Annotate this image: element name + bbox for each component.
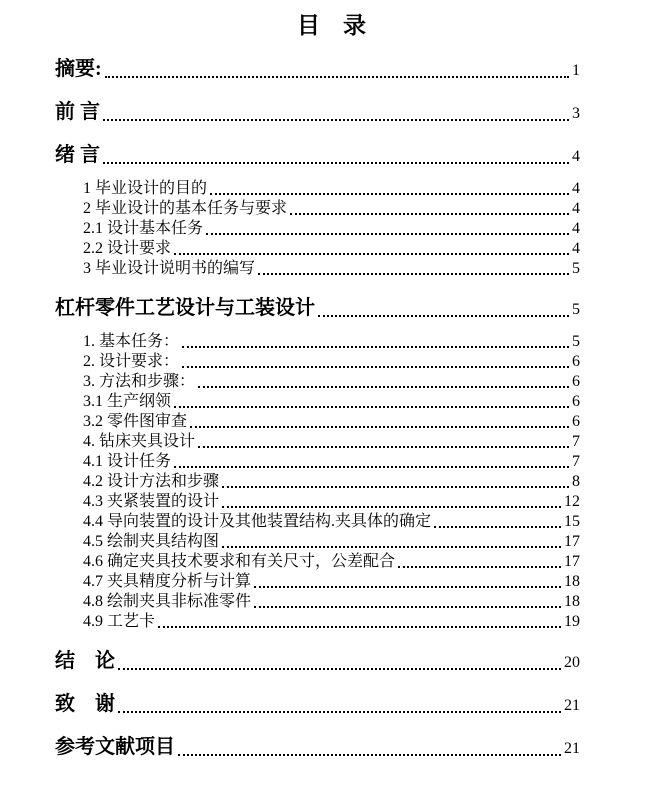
dot-leader xyxy=(179,352,572,372)
toc-entry[interactable] xyxy=(55,296,580,322)
toc-entry[interactable] xyxy=(55,472,580,492)
dot-leader xyxy=(115,649,564,675)
toc-entry-label: 参考文献项目 xyxy=(55,736,175,758)
toc-entry[interactable] xyxy=(55,432,580,452)
dot-leader xyxy=(203,219,572,239)
toc-entry-page: 7 xyxy=(572,433,580,450)
toc-entry-label: 2. 设计要求： xyxy=(83,353,180,370)
toc-entry-label: 1 毕业设计的目的 xyxy=(83,180,208,197)
toc-entry-page: 12 xyxy=(564,493,580,510)
toc-entry-label: 致 谢 xyxy=(55,693,115,715)
toc-entry-label: 4.3 夹紧装置的设计 xyxy=(83,493,220,510)
toc-entry-page: 5 xyxy=(572,301,580,318)
toc-entry-label: 4.5 绘制夹具结构图 xyxy=(83,533,220,550)
toc-entry[interactable] xyxy=(55,179,580,199)
dot-leader xyxy=(287,199,572,219)
toc-entry[interactable] xyxy=(55,239,580,259)
dot-leader xyxy=(207,179,572,199)
toc-entry[interactable] xyxy=(55,352,580,372)
toc-entry-page: 17 xyxy=(564,553,580,570)
toc-entry-label: 4.9 工艺卡 xyxy=(83,613,156,630)
toc-entry-page: 5 xyxy=(572,260,580,277)
toc-entry-label: 摘要: xyxy=(55,58,102,80)
toc-entry-page: 5 xyxy=(572,333,580,350)
toc-entry-label: 4.6 确定夹具技术要求和有关尺寸，公差配合 xyxy=(83,553,396,570)
toc-entry-label: 4.7 夹具精度分析与计算 xyxy=(83,573,252,590)
toc-entry-label: 4.4 导向装置的设计及其他装置结构.夹具体的确定 xyxy=(83,513,432,530)
toc-entry[interactable] xyxy=(55,199,580,219)
toc-entry-label: 2.2 设计要求 xyxy=(83,240,172,257)
toc-entry-page: 19 xyxy=(564,613,580,630)
toc-entry[interactable] xyxy=(55,332,580,352)
page-title: 目 录 xyxy=(297,13,366,38)
toc-entry[interactable] xyxy=(55,552,580,572)
toc-entry-label: 杠杆零件工艺设计与工装设计 xyxy=(55,297,315,319)
toc-entry-page: 4 xyxy=(572,200,580,217)
toc-entry-label: 前 言 xyxy=(55,101,100,123)
toc-entry[interactable] xyxy=(55,612,580,632)
toc-entry[interactable] xyxy=(55,219,580,239)
toc-entry-page: 18 xyxy=(564,573,580,590)
toc-entry[interactable] xyxy=(55,735,580,761)
dot-leader xyxy=(171,452,572,472)
toc-entry-label: 4. 钻床夹具设计 xyxy=(83,433,196,450)
toc-entry-label: 3.1 生产纲领 xyxy=(83,393,172,410)
toc-entry-page: 8 xyxy=(572,473,580,490)
toc-entry-label: 4.8 绘制夹具非标准零件 xyxy=(83,593,252,610)
toc-entry-page: 6 xyxy=(572,373,580,390)
dot-leader xyxy=(175,735,564,761)
toc-entry[interactable] xyxy=(55,492,580,512)
dot-leader xyxy=(171,239,572,259)
toc-entry[interactable] xyxy=(55,452,580,472)
toc-entry[interactable] xyxy=(55,412,580,432)
toc-entry[interactable] xyxy=(55,57,580,83)
dot-leader xyxy=(219,492,564,512)
toc-entry-page: 20 xyxy=(564,654,580,671)
toc-entry-page: 21 xyxy=(564,697,580,714)
toc-entry[interactable] xyxy=(55,592,580,612)
toc-entry-page: 3 xyxy=(572,105,580,122)
toc-entry-page: 6 xyxy=(572,393,580,410)
dot-leader xyxy=(195,432,572,452)
dot-leader xyxy=(315,296,572,322)
toc-entry-label: 1. 基本任务： xyxy=(83,333,180,350)
toc-entry-label: 结 论 xyxy=(55,650,115,672)
toc-entry[interactable] xyxy=(55,572,580,592)
dot-leader xyxy=(219,532,564,552)
toc-entry[interactable] xyxy=(55,372,580,392)
toc-entry-page: 18 xyxy=(564,593,580,610)
toc-entry[interactable] xyxy=(55,259,580,279)
toc-entry[interactable] xyxy=(55,392,580,412)
dot-leader xyxy=(251,572,564,592)
toc-entry-label: 2 毕业设计的基本任务与要求 xyxy=(83,200,288,217)
toc-entry-page: 17 xyxy=(564,533,580,550)
dot-leader xyxy=(102,57,572,83)
toc-entry-page: 15 xyxy=(564,513,580,530)
dot-leader xyxy=(195,372,572,392)
toc-entry-label: 绪 言 xyxy=(55,144,100,166)
dot-leader xyxy=(100,143,572,169)
dot-leader xyxy=(219,472,572,492)
dot-leader xyxy=(171,392,572,412)
toc-entry[interactable] xyxy=(55,649,580,675)
toc-entry[interactable] xyxy=(55,692,580,718)
toc-entry-label: 3. 方法和步骤： xyxy=(83,373,196,390)
dot-leader xyxy=(155,612,564,632)
dot-leader xyxy=(179,332,572,352)
toc-entry-label: 3 毕业设计说明书的编写 xyxy=(83,260,256,277)
toc-entry-label: 2.1 设计基本任务 xyxy=(83,220,204,237)
toc-entry-page: 4 xyxy=(572,148,580,165)
toc-entry[interactable] xyxy=(55,512,580,532)
toc-entry-page: 6 xyxy=(572,353,580,370)
dot-leader xyxy=(251,592,564,612)
toc-entry[interactable] xyxy=(55,532,580,552)
toc-entry-page: 6 xyxy=(572,413,580,430)
toc-entry-page: 1 xyxy=(572,62,580,79)
dot-leader xyxy=(115,692,564,718)
toc-entry-page: 4 xyxy=(572,220,580,237)
toc-entry-page: 7 xyxy=(572,453,580,470)
dot-leader xyxy=(100,100,572,126)
toc-entry-label: 3.2 零件图审查 xyxy=(83,413,188,430)
toc-entry-label: 4.1 设计任务 xyxy=(83,453,172,470)
toc-entry[interactable] xyxy=(55,143,580,169)
toc-entry-page: 4 xyxy=(572,240,580,257)
toc-entry[interactable] xyxy=(55,100,580,126)
toc-entry-page: 21 xyxy=(564,740,580,757)
dot-leader xyxy=(395,552,564,572)
toc-entry-label: 4.2 设计方法和步骤 xyxy=(83,473,220,490)
table-of-contents xyxy=(0,57,663,761)
dot-leader xyxy=(255,259,572,279)
toc-entry-page: 4 xyxy=(572,180,580,197)
dot-leader xyxy=(431,512,564,532)
dot-leader xyxy=(187,412,572,432)
